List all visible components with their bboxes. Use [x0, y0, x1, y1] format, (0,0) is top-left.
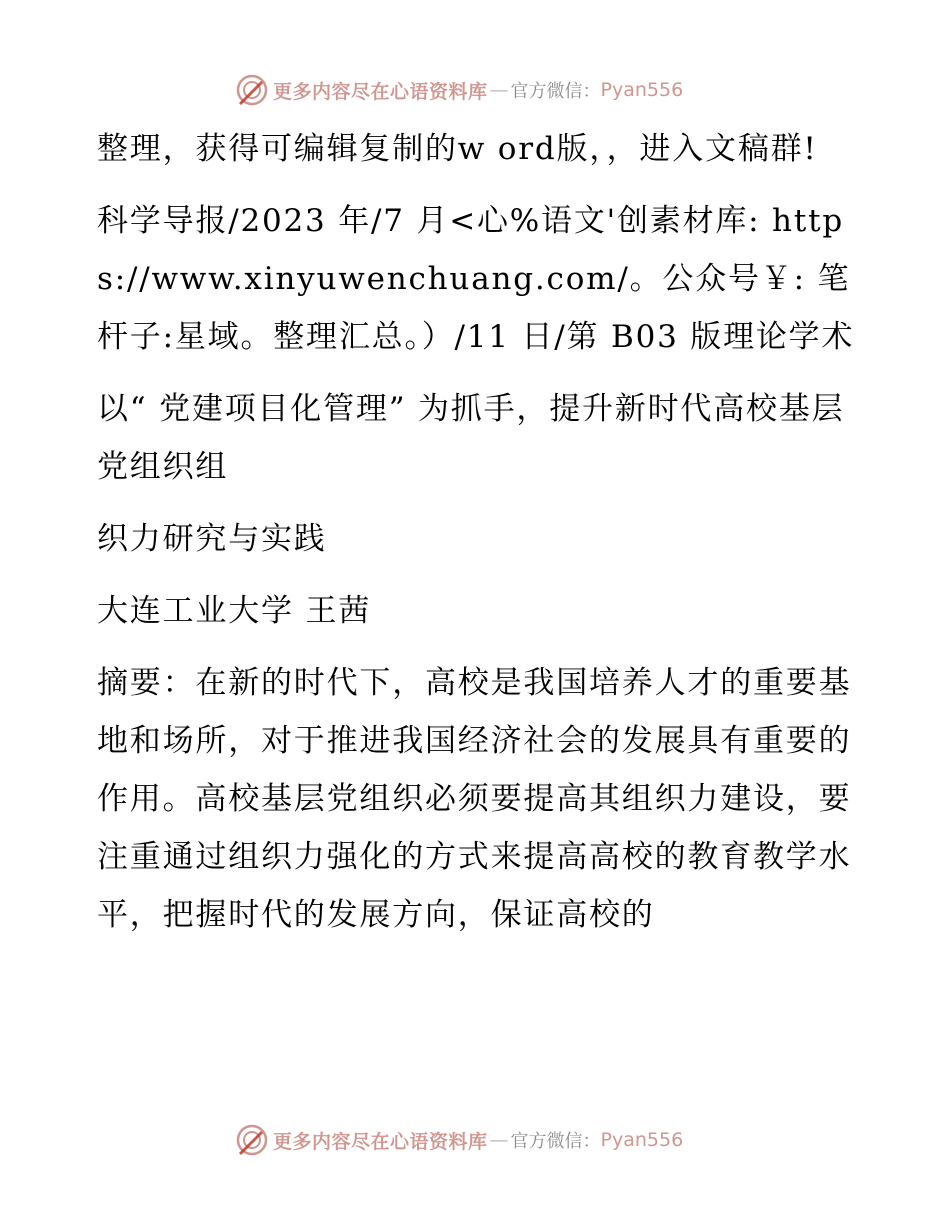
paragraph-intro: 整理，获得可编辑复制的w ord版，，进入文稿群!: [97, 131, 818, 167]
paragraph-source: 科学导报/2023 年/7 月<心%语文'创素材库: https://www.xinyuwenchuang.com/。公众号￥: 笔杆子:星域。整理汇总。）/11 日/第 B03 版理论学术: [97, 203, 855, 355]
banner-wechat-label: 官方微信：: [510, 81, 601, 102]
banner-wechat-id: Pyan556: [600, 79, 684, 101]
banner-dash: —: [489, 79, 509, 101]
banner-title: 更多内容尽在心语资料库: [273, 80, 488, 103]
banner-title: 更多内容尽在心语资料库: [273, 1130, 488, 1153]
footer-banner: [235, 1122, 683, 1158]
abstract-paragraph: 摘要：在新的时代下，高校是我国培养人才的重要基地和场所，对于推进我国经济社会的发展具有重要的作用。高校基层党组织必须要提高其组织力建设，要注重通过组织力强化的方式来提高高校的教育教学水平，把握时代的发展方向，保证高校的: [97, 665, 852, 933]
author-line: 大连工业大学 王茜: [97, 593, 372, 629]
pen-seal-icon: [235, 1123, 269, 1157]
pen-seal-icon: [235, 73, 269, 107]
banner-dash: —: [489, 1129, 509, 1151]
article-title-line1: 以“ 党建项目化管理” 为抓手，提升新时代高校基层党组织组: [97, 391, 845, 485]
document-body: [97, 120, 857, 958]
article-title-line2: 织力研究与实践: [97, 521, 327, 557]
banner-wechat-id: Pyan556: [600, 1129, 684, 1151]
banner-wechat-label: 官方微信：: [510, 1131, 601, 1152]
header-banner: [235, 72, 683, 108]
